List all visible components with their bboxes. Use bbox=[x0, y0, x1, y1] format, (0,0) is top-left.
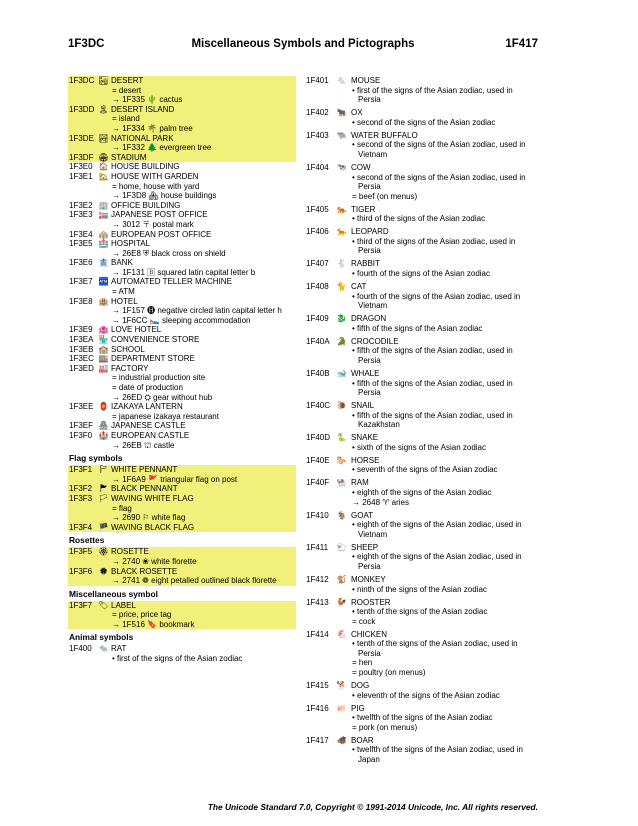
ox-icon: 🐂 bbox=[336, 108, 347, 118]
char-name: TIGER bbox=[351, 204, 376, 214]
water-buffalo-icon: 🐃 bbox=[336, 130, 347, 140]
code-point: 1F414 bbox=[306, 629, 329, 639]
code-point: 1F40E bbox=[306, 455, 330, 465]
code-point: 1F3E3 bbox=[69, 210, 93, 220]
annotation: → 1F6A9 🚩 triangular flag on post bbox=[112, 474, 238, 484]
code-point: 1F413 bbox=[306, 597, 329, 607]
code-point: 1F3EF bbox=[69, 421, 94, 431]
char-entry bbox=[68, 153, 296, 163]
char-name: HOUSE BUILDING bbox=[111, 162, 180, 172]
code-point: 1F3EE bbox=[69, 402, 94, 412]
char-entry bbox=[305, 163, 537, 201]
char-name: HOSPITAL bbox=[111, 239, 150, 249]
code-point: 1F415 bbox=[306, 681, 329, 691]
code-point: 1F3F0 bbox=[69, 430, 93, 440]
code-point: 1F40C bbox=[306, 401, 331, 411]
code-point: 1F402 bbox=[306, 108, 329, 118]
char-name: HORSE bbox=[351, 455, 380, 465]
char-entry bbox=[68, 644, 296, 663]
char-entry bbox=[68, 335, 296, 345]
annotation: • eleventh of the signs of the Asian zodiac bbox=[352, 690, 500, 700]
code-point: 1F411 bbox=[306, 542, 329, 552]
char-name: BLACK ROSETTE bbox=[111, 566, 178, 576]
char-name: AUTOMATED TELLER MACHINE bbox=[111, 277, 232, 287]
char-entry bbox=[305, 227, 537, 256]
annotation: = poultry (on menus) bbox=[352, 668, 426, 678]
cow-icon: 🐄 bbox=[336, 162, 347, 172]
annotation: • fifth of the signs of the Asian zodiac bbox=[352, 323, 483, 333]
char-entry bbox=[68, 523, 296, 533]
annotation: = date of production bbox=[112, 383, 183, 392]
char-name: WHITE PENNANT bbox=[111, 465, 178, 475]
char-entry bbox=[305, 456, 537, 475]
code-point: 1F400 bbox=[69, 644, 92, 654]
char-entry bbox=[68, 134, 296, 153]
char-name: OX bbox=[351, 108, 363, 118]
annotation: → 2690 ⚐ white flag bbox=[112, 513, 186, 523]
annotation: • second of the signs of the Asian zodiac, used in Vietnam bbox=[352, 140, 526, 159]
char-entry bbox=[305, 401, 537, 430]
whale-icon: 🐋 bbox=[336, 368, 347, 378]
code-point: 1F3E4 bbox=[69, 229, 93, 239]
crocodile-icon: 🐊 bbox=[336, 336, 347, 346]
char-name: LEOPARD bbox=[351, 227, 389, 237]
annotation: → 1F334 🌴 palm tree bbox=[112, 123, 193, 133]
chicken-icon: 🐔 bbox=[336, 629, 347, 639]
monkey-icon: 🐒 bbox=[336, 574, 347, 584]
dragon-icon: 🐉 bbox=[336, 314, 347, 324]
annotation: • ninth of the signs of the Asian zodiac bbox=[352, 584, 487, 594]
house-garden-icon: 🏡 bbox=[98, 171, 109, 181]
char-name: WAVING BLACK FLAG bbox=[111, 522, 195, 532]
annotation: • tenth of the signs of the Asian zodiac, used in Persia bbox=[352, 639, 518, 658]
code-point: 1F40D bbox=[306, 433, 331, 443]
char-name: JAPANESE CASTLE bbox=[111, 421, 186, 431]
office-icon: 🏢 bbox=[98, 200, 109, 210]
white-flag-icon: 🏳 bbox=[98, 493, 109, 503]
char-entry bbox=[305, 511, 537, 540]
annotation: → 1F3D8 🏘 house buildings bbox=[112, 191, 217, 201]
section-title: Animal symbols bbox=[69, 632, 134, 643]
char-entry bbox=[68, 230, 296, 240]
char-entry bbox=[68, 325, 296, 335]
rat-icon: 🐀 bbox=[98, 644, 109, 654]
char-entry bbox=[68, 354, 296, 364]
code-point: 1F3F6 bbox=[69, 566, 93, 576]
char-entry bbox=[68, 162, 296, 172]
factory-icon: 🏭 bbox=[98, 363, 109, 373]
code-point: 1F3E9 bbox=[69, 325, 93, 335]
char-entry bbox=[305, 575, 537, 594]
annotation: = home, house with yard bbox=[112, 181, 200, 191]
boar-icon: 🐗 bbox=[336, 735, 347, 745]
char-name: IZAKAYA LANTERN bbox=[111, 402, 183, 412]
label-icon: 🏷 bbox=[98, 600, 109, 610]
char-entry bbox=[68, 277, 296, 296]
char-name: DRAGON bbox=[351, 314, 387, 324]
code-point: 1F3EC bbox=[69, 354, 94, 364]
code-point: 1F3F5 bbox=[69, 547, 93, 557]
code-point: 1F3EA bbox=[69, 335, 94, 345]
left-column bbox=[68, 76, 296, 664]
code-point: 1F3E7 bbox=[69, 277, 93, 287]
code-point: 1F3EB bbox=[69, 344, 94, 354]
char-name: PIG bbox=[351, 703, 365, 713]
annotation: • second of the signs of the Asian zodiac, used in Persia bbox=[352, 172, 526, 192]
char-entry bbox=[305, 704, 537, 733]
annotation: • first of the signs of the Asian zodiac, used in Persia bbox=[352, 85, 513, 105]
char-name: RAM bbox=[351, 478, 369, 488]
code-point: 1F3DE bbox=[69, 133, 94, 143]
dog-icon: 🐕 bbox=[336, 681, 347, 691]
char-name: DESERT ISLAND bbox=[111, 104, 175, 114]
code-point: 1F3DF bbox=[69, 152, 94, 162]
char-name: BANK bbox=[111, 258, 133, 268]
annotation: • fourth of the signs of the Asian zodiac, used in Vietnam bbox=[352, 291, 521, 311]
code-point: 1F3F4 bbox=[69, 522, 93, 532]
love-hotel-icon: 🏩 bbox=[98, 325, 109, 335]
code-point: 1F3ED bbox=[69, 363, 94, 373]
annotation: → 1F6CC 🛌 sleeping accommodation bbox=[112, 315, 251, 325]
code-point: 1F40B bbox=[306, 368, 330, 378]
char-entry bbox=[68, 105, 296, 134]
code-point: 1F405 bbox=[306, 204, 329, 214]
char-entry bbox=[305, 314, 537, 333]
house-icon: 🏠 bbox=[98, 162, 109, 172]
code-point: 1F412 bbox=[306, 574, 329, 584]
char-entry bbox=[305, 131, 537, 160]
char-entry bbox=[305, 433, 537, 452]
mouse-icon: 🐁 bbox=[336, 76, 347, 85]
lantern-icon: 🏮 bbox=[98, 402, 109, 412]
section-title: Flag symbols bbox=[69, 453, 123, 464]
char-entry bbox=[305, 108, 537, 127]
char-name: WHALE bbox=[351, 368, 380, 378]
national-park-icon: 🏞 bbox=[98, 133, 109, 143]
char-entry bbox=[68, 258, 296, 277]
annotation: = cock bbox=[352, 616, 376, 626]
char-entry bbox=[305, 337, 537, 366]
code-point: 1F3E0 bbox=[69, 162, 93, 172]
char-name: GOAT bbox=[351, 510, 374, 520]
annotation: → 1F157 🅗 negative circled latin capital letter h bbox=[112, 306, 282, 316]
char-entry bbox=[305, 282, 537, 311]
char-entry bbox=[68, 297, 296, 326]
char-name: ROSETTE bbox=[111, 547, 149, 557]
desert-icon: 🏜 bbox=[98, 76, 109, 85]
char-entry bbox=[68, 364, 296, 402]
annotation: • twelfth of the signs of the Asian zodiac, used in Japan bbox=[352, 745, 523, 764]
char-name: WAVING WHITE FLAG bbox=[111, 493, 194, 503]
char-entry bbox=[68, 601, 296, 630]
school-icon: 🏫 bbox=[98, 344, 109, 354]
code-point: 1F410 bbox=[306, 510, 329, 520]
code-point: 1F417 bbox=[306, 735, 329, 745]
char-name: SCHOOL bbox=[111, 344, 145, 354]
char-entry bbox=[68, 547, 296, 566]
stadium-icon: 🏟 bbox=[98, 152, 109, 162]
annotation: • twelfth of the signs of the Asian zodiac bbox=[352, 713, 493, 723]
desert-island-icon: 🏝 bbox=[98, 104, 109, 114]
char-name: COW bbox=[351, 162, 371, 172]
annotation: • first of the signs of the Asian zodiac bbox=[112, 654, 243, 664]
char-name: NATIONAL PARK bbox=[111, 133, 174, 143]
char-entry bbox=[305, 598, 537, 627]
char-entry bbox=[68, 494, 296, 523]
annotation: = ATM bbox=[112, 287, 135, 297]
char-entry bbox=[68, 465, 296, 484]
code-point: 1F404 bbox=[306, 162, 329, 172]
annotation: = price, price tag bbox=[112, 610, 172, 620]
annotation: • fifth of the signs of the Asian zodiac, used in Persia bbox=[352, 346, 513, 365]
char-name: MONKEY bbox=[351, 574, 386, 584]
rosette-icon: 🏵 bbox=[98, 547, 109, 557]
char-entry bbox=[305, 543, 537, 572]
char-entry bbox=[305, 205, 537, 224]
char-entry bbox=[68, 76, 296, 105]
char-name: CHICKEN bbox=[351, 629, 388, 639]
code-point: 1F3E6 bbox=[69, 258, 93, 268]
ram-icon: 🐏 bbox=[336, 478, 347, 488]
char-name: ROOSTER bbox=[351, 597, 391, 607]
horse-icon: 🐎 bbox=[336, 455, 347, 465]
code-point: 1F403 bbox=[306, 130, 329, 140]
annotation: • fourth of the signs of the Asian zodiac bbox=[352, 269, 490, 279]
char-entry bbox=[68, 484, 296, 494]
sheep-icon: 🐑 bbox=[336, 542, 347, 552]
char-name: DEPARTMENT STORE bbox=[111, 354, 195, 364]
char-name: EUROPEAN CASTLE bbox=[111, 430, 190, 440]
char-name: SNAKE bbox=[351, 433, 379, 443]
annotation: • tenth of the signs of the Asian zodiac bbox=[352, 607, 488, 617]
european-post-office-icon: 🏤 bbox=[98, 229, 109, 239]
char-name: STADIUM bbox=[111, 152, 147, 162]
leopard-icon: 🐆 bbox=[336, 227, 347, 237]
char-name: JAPANESE POST OFFICE bbox=[111, 210, 208, 220]
annotation: • fifth of the signs of the Asian zodiac, used in Persia bbox=[352, 378, 513, 398]
code-point: 1F3E5 bbox=[69, 239, 93, 249]
char-entry bbox=[68, 431, 296, 450]
code-point: 1F409 bbox=[306, 314, 329, 324]
code-point: 1F416 bbox=[306, 703, 329, 713]
hospital-icon: 🏥 bbox=[98, 239, 109, 249]
annotation: • sixth of the signs of the Asian zodiac bbox=[352, 442, 486, 452]
char-name: WATER BUFFALO bbox=[351, 130, 418, 140]
annotation: = desert bbox=[112, 85, 142, 95]
char-name: CAT bbox=[351, 282, 367, 292]
annotation: → 3012 〒 postal mark bbox=[112, 219, 194, 229]
post-office-icon: 🏣 bbox=[98, 210, 109, 220]
annotation: • eighth of the signs of the Asian zodiac, used in Persia bbox=[352, 552, 522, 571]
header-start-code: 1F3DC bbox=[68, 38, 105, 50]
annotation: = industrial production site bbox=[112, 373, 206, 383]
char-name: DOG bbox=[351, 681, 370, 691]
page-header bbox=[68, 38, 538, 54]
atm-icon: 🏧 bbox=[98, 277, 109, 287]
annotation: = pork (on menus) bbox=[352, 722, 418, 732]
annotation: = island bbox=[112, 114, 140, 124]
section-title: Miscellaneous symbol bbox=[69, 588, 158, 599]
white-pennant-icon: 🏱 bbox=[100, 465, 107, 475]
page-footer: The Unicode Standard 7.0, Copyright © 1991-2014 Unicode, Inc. All rights reserved. bbox=[207, 802, 538, 812]
goat-icon: 🐐 bbox=[336, 510, 347, 520]
code-point: 1F3DD bbox=[69, 104, 95, 114]
char-name: MOUSE bbox=[351, 76, 381, 85]
char-entry bbox=[305, 259, 537, 278]
tiger-icon: 🐅 bbox=[336, 204, 347, 214]
code-point: 1F3F1 bbox=[69, 465, 93, 475]
code-point: 1F408 bbox=[306, 282, 329, 292]
annotation: → 1F332 🌲 evergreen tree bbox=[112, 143, 212, 153]
annotation: • third of the signs of the Asian zodiac, used in Persia bbox=[352, 236, 516, 256]
code-point: 1F401 bbox=[306, 76, 329, 85]
black-rosette-icon: 🏶 bbox=[99, 566, 108, 576]
black-flag-icon: 🏴 bbox=[98, 522, 109, 532]
code-point: 1F3F3 bbox=[69, 493, 93, 503]
char-name: HOTEL bbox=[111, 296, 138, 306]
convenience-store-icon: 🏪 bbox=[98, 335, 109, 345]
annotation: → 2740 ❀ white florette bbox=[112, 556, 197, 566]
char-entry bbox=[68, 402, 296, 421]
annotation: → 1F516 🔖 bookmark bbox=[112, 619, 195, 629]
annotation: • third of the signs of the Asian zodiac bbox=[352, 214, 486, 224]
cat-icon: 🐈 bbox=[336, 282, 347, 292]
char-name: EUROPEAN POST OFFICE bbox=[111, 229, 212, 239]
char-entry bbox=[68, 239, 296, 258]
char-name: SNAIL bbox=[351, 401, 375, 411]
annotation: • eighth of the signs of the Asian zodiac bbox=[352, 488, 492, 498]
annotation: → 2741 ❁ eight petalled outlined black florette bbox=[112, 576, 277, 586]
snake-icon: 🐍 bbox=[336, 433, 347, 443]
char-entry bbox=[305, 478, 537, 507]
annotation: → 2648 ♈ aries bbox=[352, 497, 409, 507]
char-name: RABBIT bbox=[351, 259, 380, 269]
code-point: 1F3F7 bbox=[69, 600, 93, 610]
rabbit-icon: 🐇 bbox=[336, 259, 347, 269]
char-name: LABEL bbox=[111, 600, 136, 610]
code-point: 1F3DC bbox=[69, 76, 95, 85]
annotation: • second of the signs of the Asian zodiac bbox=[352, 117, 496, 127]
char-entry bbox=[305, 630, 537, 678]
char-name: CONVENIENCE STORE bbox=[111, 335, 200, 345]
char-entry bbox=[68, 172, 296, 201]
code-point: 1F3E1 bbox=[69, 171, 93, 181]
char-entry bbox=[68, 210, 296, 229]
code-point: 1F40F bbox=[306, 478, 330, 488]
annotation: → 1F131 🄱 squared latin capital letter b bbox=[112, 267, 256, 277]
char-name: DESERT bbox=[111, 76, 144, 85]
char-name: BLACK PENNANT bbox=[111, 484, 178, 494]
annotation: • fifth of the signs of the Asian zodiac, used in Kazakhstan bbox=[352, 410, 513, 430]
code-point: 1F407 bbox=[306, 259, 329, 269]
annotation: • seventh of the signs of the Asian zodiac bbox=[352, 465, 498, 475]
black-pennant-icon: 🏲 bbox=[100, 484, 107, 494]
char-name: HOUSE WITH GARDEN bbox=[111, 171, 199, 181]
char-name: BOAR bbox=[351, 735, 374, 745]
char-name: LOVE HOTEL bbox=[111, 325, 162, 335]
char-entry bbox=[68, 201, 296, 211]
char-entry bbox=[68, 345, 296, 355]
char-entry bbox=[68, 421, 296, 431]
annotation: = beef (on menus) bbox=[352, 191, 418, 201]
char-entry bbox=[68, 567, 296, 586]
pig-icon: 🐖 bbox=[336, 703, 347, 713]
section-title: Rosettes bbox=[69, 535, 105, 546]
char-name: RAT bbox=[111, 644, 127, 654]
hotel-icon: 🏨 bbox=[98, 296, 109, 306]
snail-icon: 🐌 bbox=[336, 401, 347, 411]
department-store-icon: 🏬 bbox=[98, 354, 109, 364]
code-point: 1F40A bbox=[306, 336, 330, 346]
annotation: = japanese izakaya restaurant bbox=[112, 411, 219, 421]
bank-icon: 🏦 bbox=[98, 258, 109, 268]
european-castle-icon: 🏰 bbox=[98, 430, 109, 440]
header-title: Miscellaneous Symbols and Pictographs bbox=[191, 38, 415, 50]
code-point: 1F3F2 bbox=[69, 484, 93, 494]
right-column bbox=[305, 76, 537, 768]
rooster-icon: 🐓 bbox=[336, 597, 347, 607]
japanese-castle-icon: 🏯 bbox=[98, 421, 109, 431]
char-entry bbox=[305, 76, 537, 105]
annotation: • eighth of the signs of the Asian zodiac, used in Vietnam bbox=[352, 520, 522, 539]
annotation: → 26E8 ⛨ black cross on shield bbox=[112, 248, 226, 258]
char-entry bbox=[305, 736, 537, 765]
char-entry bbox=[305, 369, 537, 398]
code-point: 1F406 bbox=[306, 227, 329, 237]
code-point: 1F3E2 bbox=[69, 200, 93, 210]
annotation: = flag bbox=[112, 503, 132, 513]
char-name: SHEEP bbox=[351, 542, 379, 552]
header-end-code: 1F417 bbox=[505, 38, 538, 50]
code-point: 1F3E8 bbox=[69, 296, 93, 306]
annotation: → 26EB ⛫ castle bbox=[112, 440, 175, 450]
annotation: = hen bbox=[352, 658, 373, 668]
char-name: OFFICE BUILDING bbox=[111, 200, 181, 210]
char-name: CROCODILE bbox=[351, 336, 399, 346]
char-entry bbox=[305, 681, 537, 700]
annotation: → 1F335 🌵 cactus bbox=[112, 95, 183, 105]
annotation: → 26ED ⛭ gear without hub bbox=[112, 392, 213, 402]
char-name: FACTORY bbox=[111, 363, 149, 373]
